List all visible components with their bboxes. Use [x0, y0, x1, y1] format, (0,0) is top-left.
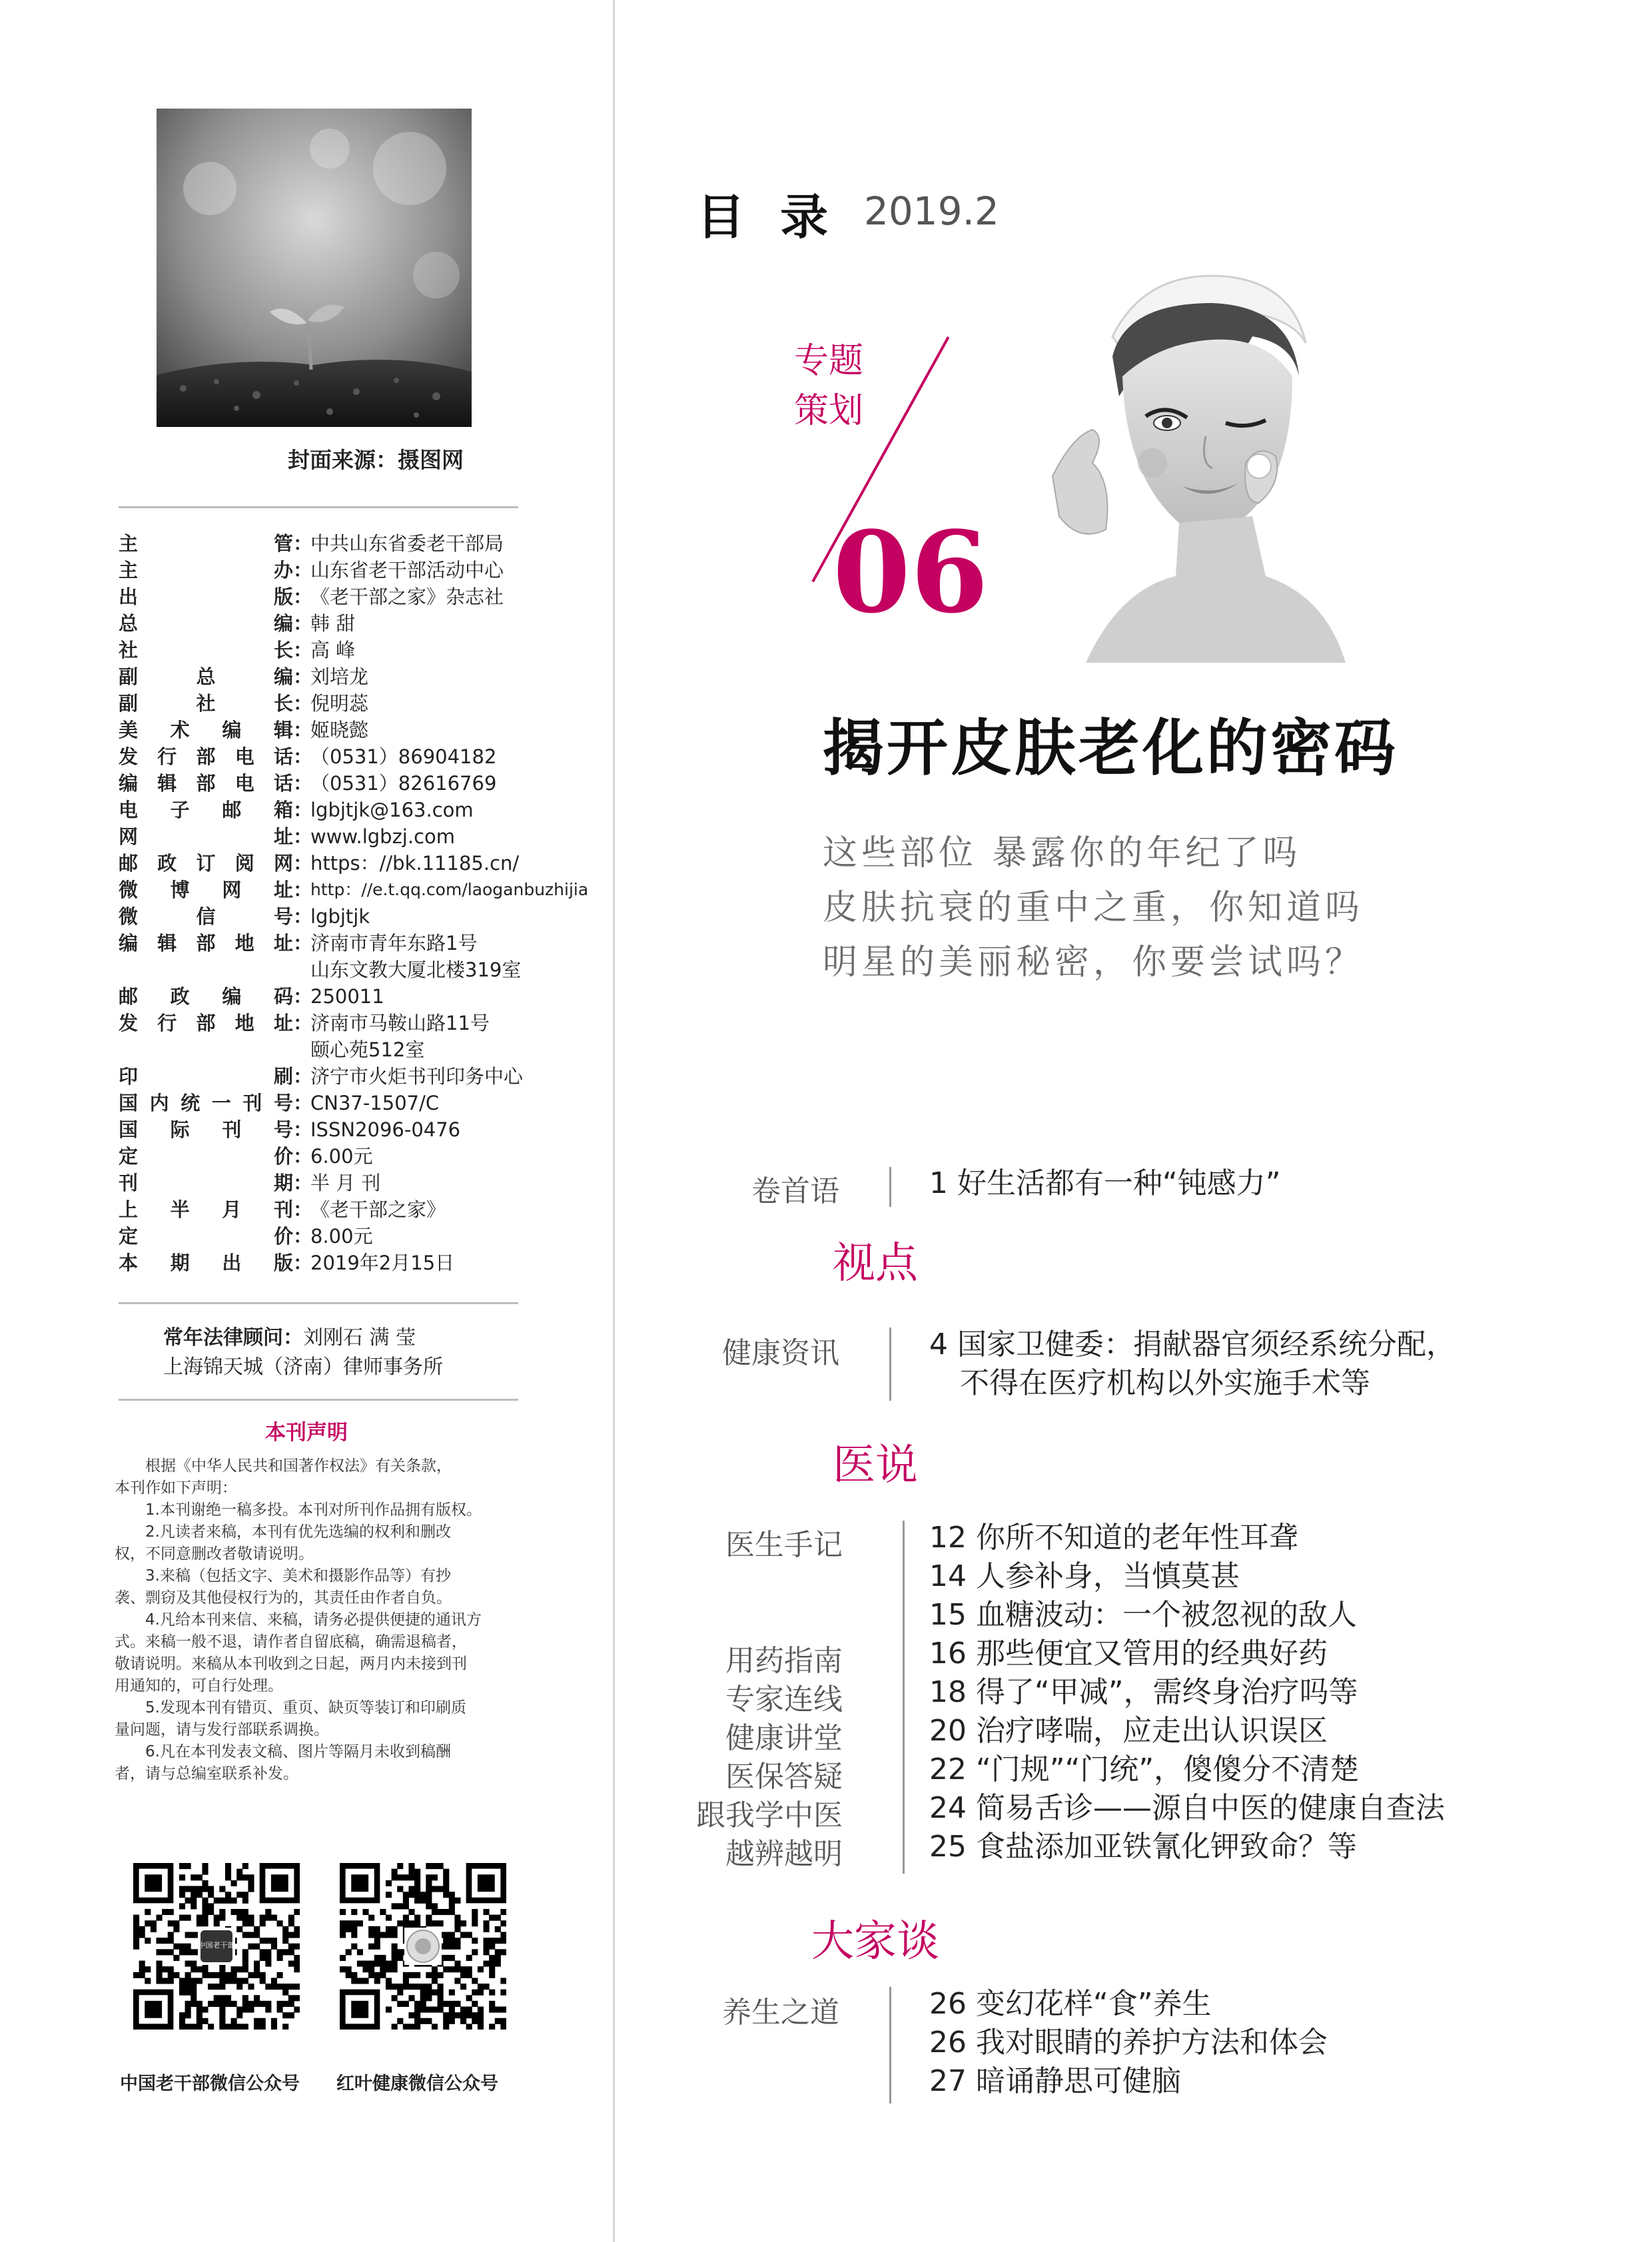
notice-line: 3.来稿（包括文字、美术和摄影作品等）有抄	[145, 1567, 451, 1585]
woman-illustration	[1013, 263, 1372, 663]
qr-code-china-cadres[interactable]	[133, 1863, 300, 2030]
masthead-value: 倪明蕊	[310, 692, 369, 715]
divider-line	[119, 1399, 518, 1401]
column-name: 用药指南	[725, 1644, 843, 1678]
masthead-value: 半 月 刊	[310, 1172, 381, 1194]
toc-entry[interactable]: 24 简易舌诊——源自中医的健康自查法	[929, 1791, 1445, 1825]
masthead-row	[119, 1116, 588, 1143]
masthead-value: https：//bk.11185.cn/	[310, 852, 520, 875]
masthead-colon	[293, 1036, 310, 1063]
notice-body	[115, 1455, 514, 1785]
masthead-label: 总编	[119, 612, 293, 635]
masthead-label: 定价	[119, 1145, 293, 1168]
qr-code-hongye-health[interactable]	[340, 1863, 506, 2030]
masthead-colon: ：	[293, 772, 313, 795]
qr-pattern	[133, 1863, 300, 2030]
masthead-row	[119, 557, 588, 583]
column-rule	[889, 1987, 891, 2103]
masthead-value: lgbjtjk@163.com	[310, 799, 474, 821]
notice-line: 用通知的，可自行处理。	[115, 1677, 283, 1694]
masthead-colon: ：	[293, 665, 313, 688]
cover-caption: 封面来源：摄图网	[288, 447, 464, 473]
column-name: 健康讲堂	[725, 1721, 843, 1755]
masthead-colon	[293, 956, 310, 983]
masthead-value: 山东文教大厦北楼319室	[310, 958, 522, 981]
qr-pattern	[340, 1863, 506, 2030]
masthead-value: 高 峰	[310, 639, 356, 661]
masthead-label: 国际刊号	[119, 1118, 293, 1141]
feature-subtitles	[823, 826, 1364, 990]
masthead-value: 6.00元	[310, 1145, 373, 1168]
masthead-colon: ：	[293, 612, 313, 635]
masthead-colon: ：	[293, 559, 313, 581]
notice-line: 式。来稿一般不退，请作者自留底稿，确需退稿者，	[115, 1633, 467, 1651]
masthead-colon: ：	[293, 799, 313, 821]
masthead-value: CN37-1507/C	[310, 1092, 440, 1114]
masthead-label: 国内统一刊号	[119, 1092, 293, 1114]
masthead-row	[119, 770, 588, 797]
masthead-row	[119, 610, 588, 637]
masthead-label	[119, 956, 293, 983]
section-title-everyone: 大家谈	[811, 1917, 939, 1966]
masthead-value: http：//e.t.qq.com/laoganbuzhijia	[310, 880, 589, 899]
column-name-health-keeping: 养生之道	[722, 1996, 839, 2030]
masthead-row	[119, 1036, 588, 1063]
column-name: 专家连线	[725, 1682, 843, 1716]
toc-entry-continued[interactable]: 不得在医疗机构以外实施手术等	[960, 1366, 1370, 1400]
notice-title: 本刊声明	[265, 1421, 348, 1445]
masthead-label: 本期出版	[119, 1252, 293, 1274]
medical-entries	[929, 1519, 1445, 1866]
masthead-row	[119, 1063, 588, 1090]
column-name: 医生手记	[725, 1528, 843, 1562]
masthead-row	[119, 717, 588, 743]
toc-entry[interactable]: 26 变幻花样“食”养生	[929, 1987, 1212, 2021]
masthead-label: 副总编	[119, 665, 293, 688]
masthead-list	[119, 530, 588, 1276]
masthead-row	[119, 1010, 588, 1036]
notice-line: 权，不同意删改者敬请说明。	[115, 1545, 314, 1563]
masthead-label: 美术编辑	[119, 719, 293, 741]
masthead-colon: ：	[293, 1012, 313, 1034]
masthead-colon: ：	[293, 1198, 313, 1221]
masthead-colon: ：	[293, 1145, 313, 1168]
notice-line: 敬请说明。来稿从本刊收到之日起，两月内未接到刊	[115, 1655, 467, 1673]
feature-title[interactable]: 揭开皮肤老化的密码	[823, 712, 1399, 784]
masthead-value: （0531）86904182	[310, 745, 497, 768]
masthead-row	[119, 530, 588, 557]
legal-names: 刘刚石 满 莹	[303, 1326, 416, 1349]
feature-subtitle: 皮肤抗衰的重中之重，你知道吗	[823, 888, 1364, 928]
masthead-row	[119, 903, 588, 930]
masthead-colon: ：	[293, 905, 313, 928]
masthead-colon: ：	[293, 879, 313, 901]
column-rule	[903, 1521, 905, 1874]
column-divider	[613, 0, 615, 2242]
toc-entry[interactable]: 15 血糖波动：一个被忽视的敌人	[929, 1598, 1357, 1632]
everyone-entries	[929, 1985, 1328, 2101]
masthead-value: lgbjtjk	[310, 905, 370, 928]
masthead-value: ISSN2096-0476	[310, 1118, 461, 1141]
toc-entry[interactable]: 4 国家卫健委：捐献器官须经系统分配，	[929, 1327, 1455, 1361]
feature-tag-line1: 专题	[794, 341, 864, 381]
feature-subtitle: 这些部位 暴露你的年纪了吗	[823, 833, 1302, 873]
toc-entry[interactable]: 20 治疗哮喘，应走出认识误区	[929, 1714, 1328, 1748]
toc-entry[interactable]: 12 你所不知道的老年性耳聋	[929, 1521, 1298, 1555]
cover-photo-seedling	[157, 109, 472, 427]
notice-line: 1.本刊谢绝一稿多投。本刊对所刊作品拥有版权。	[145, 1501, 482, 1519]
masthead-value: 济南市青年东路1号	[310, 932, 478, 954]
masthead-colon: ：	[293, 852, 313, 875]
notice-line: 5.发现本刊有错页、重页、缺页等装订和印刷质	[145, 1699, 466, 1716]
notice-line: 袭、剽窃及其他侵权行为的，其责任由作者自负。	[115, 1589, 452, 1607]
masthead-row	[119, 690, 588, 717]
masthead-row	[119, 823, 588, 850]
masthead-row	[119, 956, 588, 983]
column-name-health-news: 健康资讯	[722, 1336, 839, 1370]
masthead-label: 社长	[119, 639, 293, 661]
masthead-label: 编辑部地址	[119, 932, 293, 954]
divider-line	[119, 506, 518, 508]
masthead-row	[119, 797, 588, 823]
masthead-row	[119, 1223, 588, 1250]
column-name-preface: 卷首语	[751, 1174, 839, 1208]
masthead-value: 济南市马鞍山路11号	[310, 1012, 490, 1034]
masthead-label: 发行部电话	[119, 745, 293, 768]
masthead-label: 主办	[119, 559, 293, 581]
masthead-label: 编辑部电话	[119, 772, 293, 795]
section-title-medical: 医说	[833, 1441, 918, 1490]
masthead-label: 微信号	[119, 905, 293, 928]
masthead-colon: ：	[293, 932, 313, 954]
column-name: 越辨越明	[725, 1837, 843, 1871]
masthead-row	[119, 983, 588, 1010]
masthead-colon: ：	[293, 1252, 313, 1274]
toc-entry[interactable]: 16 那些便宜又管用的经典好药	[929, 1637, 1328, 1671]
masthead-label: 副社长	[119, 692, 293, 715]
notice-line: 量问题，请与发行部联系调换。	[115, 1721, 329, 1738]
masthead-label: 邮政编码	[119, 985, 293, 1008]
masthead-label: 刊期	[119, 1172, 293, 1194]
toc-entry[interactable]: 22 “门规”“门统”，傻傻分不清楚	[929, 1752, 1360, 1786]
masthead-row	[119, 850, 588, 877]
masthead-value: 8.00元	[310, 1225, 373, 1248]
masthead-value: 颐心苑512室	[310, 1038, 425, 1061]
toc-entry[interactable]: 14 人参补身，当慎莫甚	[929, 1559, 1240, 1593]
masthead-value: 刘培龙	[310, 665, 369, 688]
notice-line: 4.凡给本刊来信、来稿，请务必提供便捷的通讯方	[145, 1611, 482, 1629]
masthead-colon: ：	[293, 985, 313, 1008]
masthead-colon: ：	[293, 1092, 313, 1114]
masthead-colon: ：	[293, 692, 313, 715]
masthead-colon: ：	[293, 1118, 313, 1141]
masthead-row	[119, 583, 588, 610]
masthead-row	[119, 1170, 588, 1196]
masthead-label: 微博网址	[119, 879, 293, 901]
toc-entry[interactable]: 1 好生活都有一种“钝感力”	[929, 1166, 1281, 1200]
masthead-colon: ：	[293, 1225, 313, 1248]
divider-line	[119, 1302, 518, 1304]
toc-entry[interactable]: 25 食盐添加亚铁氰化钾致命？等	[929, 1830, 1357, 1864]
legal-counsel	[163, 1323, 443, 1382]
toc-entry[interactable]: 27 暗诵静思可健脑	[929, 2064, 1181, 2098]
masthead-row	[119, 1143, 588, 1170]
masthead-label	[119, 1036, 293, 1063]
masthead-value: 济宁市火炬书刊印务中心	[310, 1065, 524, 1088]
qr-caption-1: 中国老干部微信公众号	[120, 2073, 300, 2094]
masthead-value: 250011	[310, 985, 384, 1008]
masthead-value: 山东省老干部活动中心	[310, 559, 504, 581]
legal-firm: 上海锦天城（济南）律师事务所	[163, 1355, 443, 1379]
qr-caption-2: 红叶健康微信公众号	[336, 2073, 498, 2094]
masthead-label: 定价	[119, 1225, 293, 1248]
masthead-colon: ：	[293, 719, 313, 741]
masthead-value: 2019年2月15日	[310, 1252, 455, 1274]
masthead-colon: ：	[293, 1065, 313, 1088]
notice-line: 2.凡读者来稿，本刊有优先选编的权利和删改	[145, 1523, 451, 1541]
masthead-value: 《老干部之家》杂志社	[310, 585, 504, 608]
masthead-value: （0531）82616769	[310, 772, 497, 795]
masthead-value: www.lgbzj.com	[310, 825, 456, 848]
legal-label: 常年法律顾问：	[163, 1326, 303, 1349]
toc-title: 目 录	[697, 189, 838, 245]
masthead-row	[119, 663, 588, 690]
masthead-row	[119, 637, 588, 663]
notice-line: 6.凡在本刊发表文稿、图片等隔月未收到稿酬	[145, 1743, 451, 1760]
column-rule	[889, 1167, 891, 1207]
masthead-value: 中共山东省委老干部局	[310, 532, 504, 555]
masthead-label: 出版	[119, 585, 293, 608]
masthead-label: 电子邮箱	[119, 799, 293, 821]
masthead-label: 发行部地址	[119, 1012, 293, 1034]
masthead-label: 印刷	[119, 1065, 293, 1088]
toc-entry[interactable]: 18 得了“甲减”，需终身治疗吗等	[929, 1675, 1358, 1709]
masthead-label: 网址	[119, 825, 293, 848]
column-rule	[889, 1327, 891, 1401]
notice-line: 者，请与总编室联系补发。	[115, 1765, 298, 1782]
masthead-label: 主管	[119, 532, 293, 555]
masthead-colon: ：	[293, 825, 313, 848]
feature-subtitle: 明星的美丽秘密，你要尝试吗？	[823, 942, 1364, 982]
feature-tag-line2: 策划	[794, 391, 864, 431]
issue-date: 2019.2	[864, 188, 999, 234]
masthead-row	[119, 1196, 588, 1223]
column-name: 医保答疑	[725, 1760, 843, 1794]
masthead-colon: ：	[293, 1172, 313, 1194]
masthead-value: 姬晓懿	[310, 719, 369, 741]
masthead-value: 韩 甜	[310, 612, 356, 635]
masthead-row	[119, 877, 588, 903]
toc-entry[interactable]: 26 我对眼睛的养护方法和体会	[929, 2026, 1328, 2059]
section-title-viewpoint: 视点	[833, 1239, 918, 1288]
masthead-row	[119, 1090, 588, 1116]
svg-text:中国老干部: 中国老干部	[198, 1941, 235, 1950]
masthead-value: 《老干部之家》	[310, 1198, 446, 1221]
masthead-row	[119, 930, 588, 956]
feature-page-number: 06	[833, 506, 989, 638]
masthead-colon: ：	[293, 585, 313, 608]
masthead-row	[119, 743, 588, 770]
masthead-label: 上半月刊	[119, 1198, 293, 1221]
masthead-colon: ：	[293, 532, 313, 555]
notice-line: 本刊作如下声明：	[115, 1479, 237, 1497]
column-name: 跟我学中医	[696, 1798, 843, 1832]
masthead-colon: ：	[293, 745, 313, 768]
notice-line: 根据《中华人民共和国著作权法》有关条款，	[145, 1457, 452, 1475]
feature-tag	[794, 336, 863, 436]
masthead-colon: ：	[293, 639, 313, 661]
masthead-row	[119, 1250, 588, 1276]
masthead-label: 邮政订阅网	[119, 852, 293, 875]
